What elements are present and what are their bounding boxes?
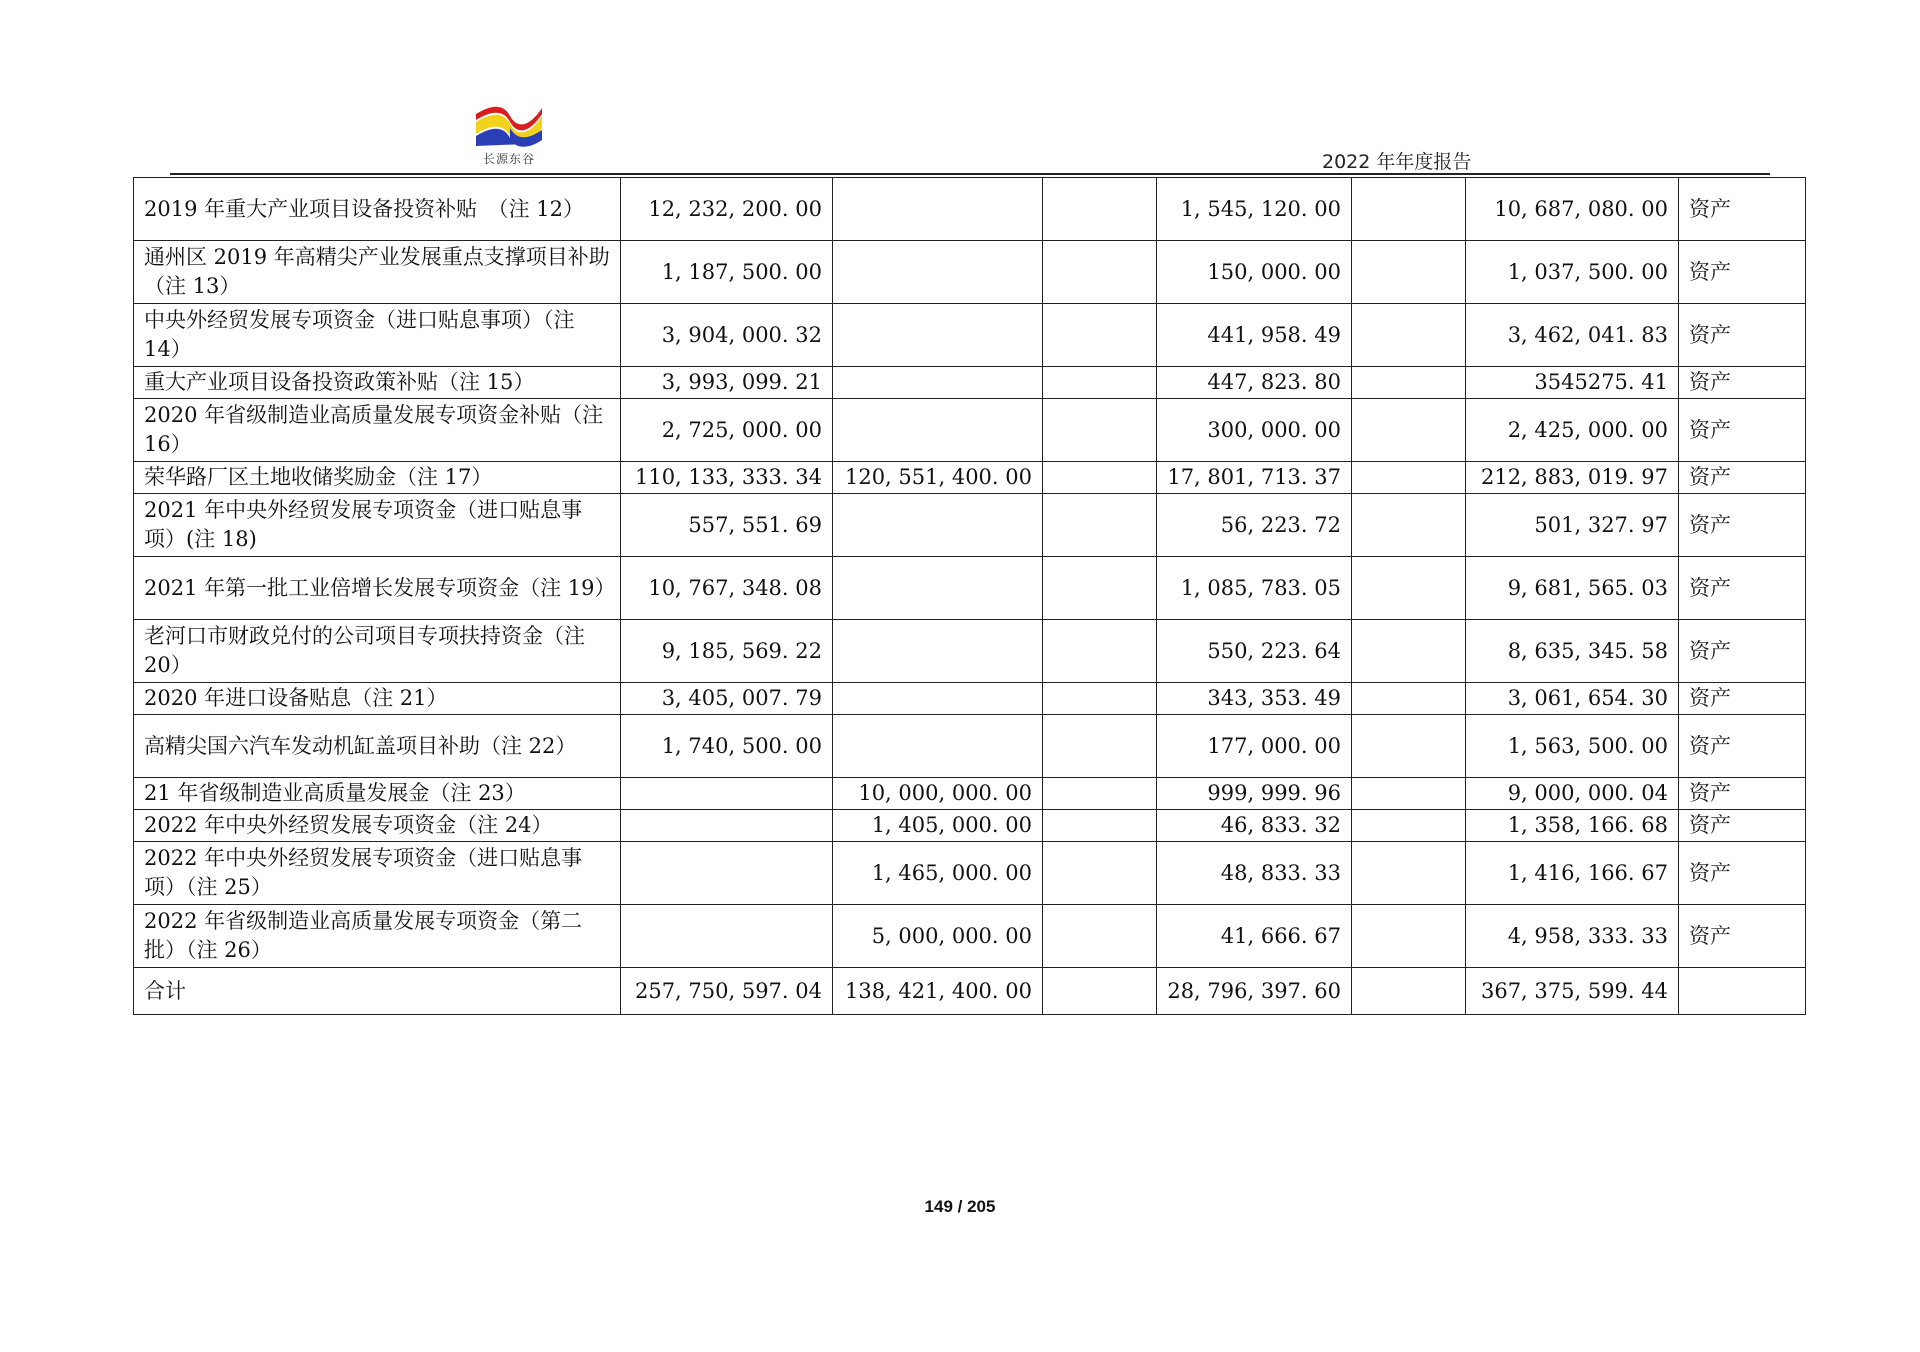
cell-other-change-amount xyxy=(1352,557,1466,620)
cell-opening-balance: 1, 187, 500. 00 xyxy=(621,241,833,304)
cell-asset-type: 资产 xyxy=(1679,620,1806,683)
cell-opening-balance xyxy=(621,810,833,842)
cell-added-amount: 120, 551, 400. 00 xyxy=(833,462,1043,494)
cell-added-amount xyxy=(833,557,1043,620)
cell-opening-balance: 2, 725, 000. 00 xyxy=(621,399,833,462)
cell-row-name: 2021 年第一批工业倍增长发展专项资金（注 19） xyxy=(134,557,621,620)
cell-asset-type: 资产 xyxy=(1679,241,1806,304)
cell-other-change-amount xyxy=(1352,462,1466,494)
cell-other-income-amount: 48, 833. 33 xyxy=(1157,842,1352,905)
cell-nonoperating-amount xyxy=(1043,620,1157,683)
cell-row-name: 2022 年中央外经贸发展专项资金（注 24） xyxy=(134,810,621,842)
cell-closing-balance: 2, 425, 000. 00 xyxy=(1466,399,1679,462)
cell-other-change-amount xyxy=(1352,304,1466,367)
cell-other-income-amount: 46, 833. 32 xyxy=(1157,810,1352,842)
cell-asset-type: 资产 xyxy=(1679,683,1806,715)
cell-other-change-amount xyxy=(1352,968,1466,1015)
cell-opening-balance: 10, 767, 348. 08 xyxy=(621,557,833,620)
cell-nonoperating-amount xyxy=(1043,905,1157,968)
cell-added-amount xyxy=(833,241,1043,304)
cell-added-amount xyxy=(833,367,1043,399)
cell-asset-type: 资产 xyxy=(1679,810,1806,842)
cell-other-change-amount xyxy=(1352,810,1466,842)
cell-added-amount: 138, 421, 400. 00 xyxy=(833,968,1043,1015)
cell-other-income-amount: 550, 223. 64 xyxy=(1157,620,1352,683)
cell-added-amount: 10, 000, 000. 00 xyxy=(833,778,1043,810)
cell-closing-balance: 3, 462, 041. 83 xyxy=(1466,304,1679,367)
cell-asset-type: 资产 xyxy=(1679,494,1806,557)
cell-added-amount xyxy=(833,683,1043,715)
cell-row-name: 2020 年进口设备贴息（注 21） xyxy=(134,683,621,715)
cell-opening-balance: 12, 232, 200. 00 xyxy=(621,178,833,241)
table-row xyxy=(134,842,1806,905)
cell-closing-balance: 212, 883, 019. 97 xyxy=(1466,462,1679,494)
government-grants-table xyxy=(133,177,1806,1015)
cell-added-amount xyxy=(833,494,1043,557)
cell-added-amount xyxy=(833,399,1043,462)
cell-row-name: 中央外经贸发展专项资金（进口贴息事项）（注 14） xyxy=(134,304,621,367)
cell-other-income-amount: 343, 353. 49 xyxy=(1157,683,1352,715)
cell-other-change-amount xyxy=(1352,905,1466,968)
cell-closing-balance: 3545275. 41 xyxy=(1466,367,1679,399)
cell-row-name: 合计 xyxy=(134,968,621,1015)
cell-row-name: 重大产业项目设备投资政策补贴（注 15） xyxy=(134,367,621,399)
cell-nonoperating-amount xyxy=(1043,241,1157,304)
cell-opening-balance: 110, 133, 333. 34 xyxy=(621,462,833,494)
company-logo xyxy=(474,100,544,167)
cell-opening-balance xyxy=(621,778,833,810)
table-row xyxy=(134,620,1806,683)
logo-stripes-icon xyxy=(474,100,544,148)
cell-added-amount xyxy=(833,620,1043,683)
cell-closing-balance: 9, 681, 565. 03 xyxy=(1466,557,1679,620)
cell-other-income-amount: 1, 085, 783. 05 xyxy=(1157,557,1352,620)
cell-asset-type: 资产 xyxy=(1679,842,1806,905)
cell-other-income-amount: 56, 223. 72 xyxy=(1157,494,1352,557)
cell-added-amount xyxy=(833,715,1043,778)
cell-other-change-amount xyxy=(1352,683,1466,715)
cell-closing-balance: 8, 635, 345. 58 xyxy=(1466,620,1679,683)
cell-other-income-amount: 177, 000. 00 xyxy=(1157,715,1352,778)
cell-asset-type: 资产 xyxy=(1679,399,1806,462)
cell-opening-balance: 1, 740, 500. 00 xyxy=(621,715,833,778)
cell-other-income-amount: 41, 666. 67 xyxy=(1157,905,1352,968)
cell-row-name: 21 年省级制造业高质量发展金（注 23） xyxy=(134,778,621,810)
cell-asset-type: 资产 xyxy=(1679,557,1806,620)
cell-closing-balance: 1, 563, 500. 00 xyxy=(1466,715,1679,778)
cell-opening-balance: 557, 551. 69 xyxy=(621,494,833,557)
cell-nonoperating-amount xyxy=(1043,778,1157,810)
cell-other-change-amount xyxy=(1352,367,1466,399)
cell-asset-type: 资产 xyxy=(1679,905,1806,968)
cell-row-name: 2021 年中央外经贸发展专项资金（进口贴息事项）(注 18) xyxy=(134,494,621,557)
cell-nonoperating-amount xyxy=(1043,462,1157,494)
cell-closing-balance: 3, 061, 654. 30 xyxy=(1466,683,1679,715)
cell-other-change-amount xyxy=(1352,399,1466,462)
cell-nonoperating-amount xyxy=(1043,842,1157,905)
cell-other-change-amount xyxy=(1352,241,1466,304)
table-row xyxy=(134,715,1806,778)
cell-closing-balance: 501, 327. 97 xyxy=(1466,494,1679,557)
cell-closing-balance: 367, 375, 599. 44 xyxy=(1466,968,1679,1015)
cell-opening-balance: 257, 750, 597. 04 xyxy=(621,968,833,1015)
cell-added-amount xyxy=(833,178,1043,241)
cell-other-change-amount xyxy=(1352,178,1466,241)
cell-opening-balance xyxy=(621,905,833,968)
cell-closing-balance: 1, 416, 166. 67 xyxy=(1466,842,1679,905)
report-title: 2022 年年度报告 xyxy=(1322,151,1472,173)
cell-other-change-amount xyxy=(1352,715,1466,778)
cell-nonoperating-amount xyxy=(1043,494,1157,557)
cell-row-name: 老河口市财政兑付的公司项目专项扶持资金（注 20） xyxy=(134,620,621,683)
table-row xyxy=(134,905,1806,968)
cell-added-amount: 5, 000, 000. 00 xyxy=(833,905,1043,968)
cell-other-change-amount xyxy=(1352,778,1466,810)
cell-other-income-amount: 447, 823. 80 xyxy=(1157,367,1352,399)
cell-nonoperating-amount xyxy=(1043,810,1157,842)
table-row xyxy=(134,557,1806,620)
cell-nonoperating-amount xyxy=(1043,304,1157,367)
page-number: 149 / 205 xyxy=(924,1197,996,1216)
cell-asset-type: 资产 xyxy=(1679,715,1806,778)
table-row xyxy=(134,367,1806,399)
cell-nonoperating-amount xyxy=(1043,178,1157,241)
cell-other-income-amount: 999, 999. 96 xyxy=(1157,778,1352,810)
cell-asset-type xyxy=(1679,968,1806,1015)
table-row xyxy=(134,178,1806,241)
cell-opening-balance: 3, 405, 007. 79 xyxy=(621,683,833,715)
cell-nonoperating-amount xyxy=(1043,399,1157,462)
cell-opening-balance: 3, 993, 099. 21 xyxy=(621,367,833,399)
cell-opening-balance xyxy=(621,842,833,905)
cell-asset-type: 资产 xyxy=(1679,367,1806,399)
cell-other-income-amount: 1, 545, 120. 00 xyxy=(1157,178,1352,241)
cell-closing-balance: 1, 358, 166. 68 xyxy=(1466,810,1679,842)
table-row xyxy=(134,304,1806,367)
cell-row-name: 2022 年省级制造业高质量发展专项资金（第二批）（注 26） xyxy=(134,905,621,968)
table-row xyxy=(134,399,1806,462)
cell-added-amount xyxy=(833,304,1043,367)
cell-row-name: 2022 年中央外经贸发展专项资金（进口贴息事项）（注 25） xyxy=(134,842,621,905)
cell-asset-type: 资产 xyxy=(1679,778,1806,810)
cell-row-name: 2020 年省级制造业高质量发展专项资金补贴（注 16） xyxy=(134,399,621,462)
cell-other-change-amount xyxy=(1352,842,1466,905)
cell-row-name: 高精尖国六汽车发动机缸盖项目补助（注 22） xyxy=(134,715,621,778)
cell-other-income-amount: 17, 801, 713. 37 xyxy=(1157,462,1352,494)
table-row xyxy=(134,778,1806,810)
cell-opening-balance: 9, 185, 569. 22 xyxy=(621,620,833,683)
cell-nonoperating-amount xyxy=(1043,683,1157,715)
cell-row-name: 2019 年重大产业项目设备投资补贴 （注 12） xyxy=(134,178,621,241)
header-divider xyxy=(170,173,1770,175)
cell-added-amount: 1, 465, 000. 00 xyxy=(833,842,1043,905)
cell-asset-type: 资产 xyxy=(1679,462,1806,494)
cell-nonoperating-amount xyxy=(1043,715,1157,778)
cell-row-name: 通州区 2019 年高精尖产业发展重点支撑项目补助（注 13） xyxy=(134,241,621,304)
cell-added-amount: 1, 405, 000. 00 xyxy=(833,810,1043,842)
cell-row-name: 荣华路厂区土地收储奖励金（注 17） xyxy=(134,462,621,494)
cell-asset-type: 资产 xyxy=(1679,304,1806,367)
cell-nonoperating-amount xyxy=(1043,367,1157,399)
table-row xyxy=(134,810,1806,842)
cell-closing-balance: 1, 037, 500. 00 xyxy=(1466,241,1679,304)
cell-opening-balance: 3, 904, 000. 32 xyxy=(621,304,833,367)
table-row xyxy=(134,494,1806,557)
cell-nonoperating-amount xyxy=(1043,968,1157,1015)
total-row xyxy=(134,968,1806,1015)
cell-other-change-amount xyxy=(1352,620,1466,683)
cell-closing-balance: 10, 687, 080. 00 xyxy=(1466,178,1679,241)
cell-other-change-amount xyxy=(1352,494,1466,557)
cell-closing-balance: 9, 000, 000. 04 xyxy=(1466,778,1679,810)
cell-other-income-amount: 441, 958. 49 xyxy=(1157,304,1352,367)
table-row xyxy=(134,683,1806,715)
logo-text: 长源东谷 xyxy=(482,152,535,166)
cell-nonoperating-amount xyxy=(1043,557,1157,620)
cell-closing-balance: 4, 958, 333. 33 xyxy=(1466,905,1679,968)
cell-other-income-amount: 300, 000. 00 xyxy=(1157,399,1352,462)
cell-other-income-amount: 28, 796, 397. 60 xyxy=(1157,968,1352,1015)
cell-asset-type: 资产 xyxy=(1679,178,1806,241)
table-row xyxy=(134,241,1806,304)
cell-other-income-amount: 150, 000. 00 xyxy=(1157,241,1352,304)
table-row xyxy=(134,462,1806,494)
